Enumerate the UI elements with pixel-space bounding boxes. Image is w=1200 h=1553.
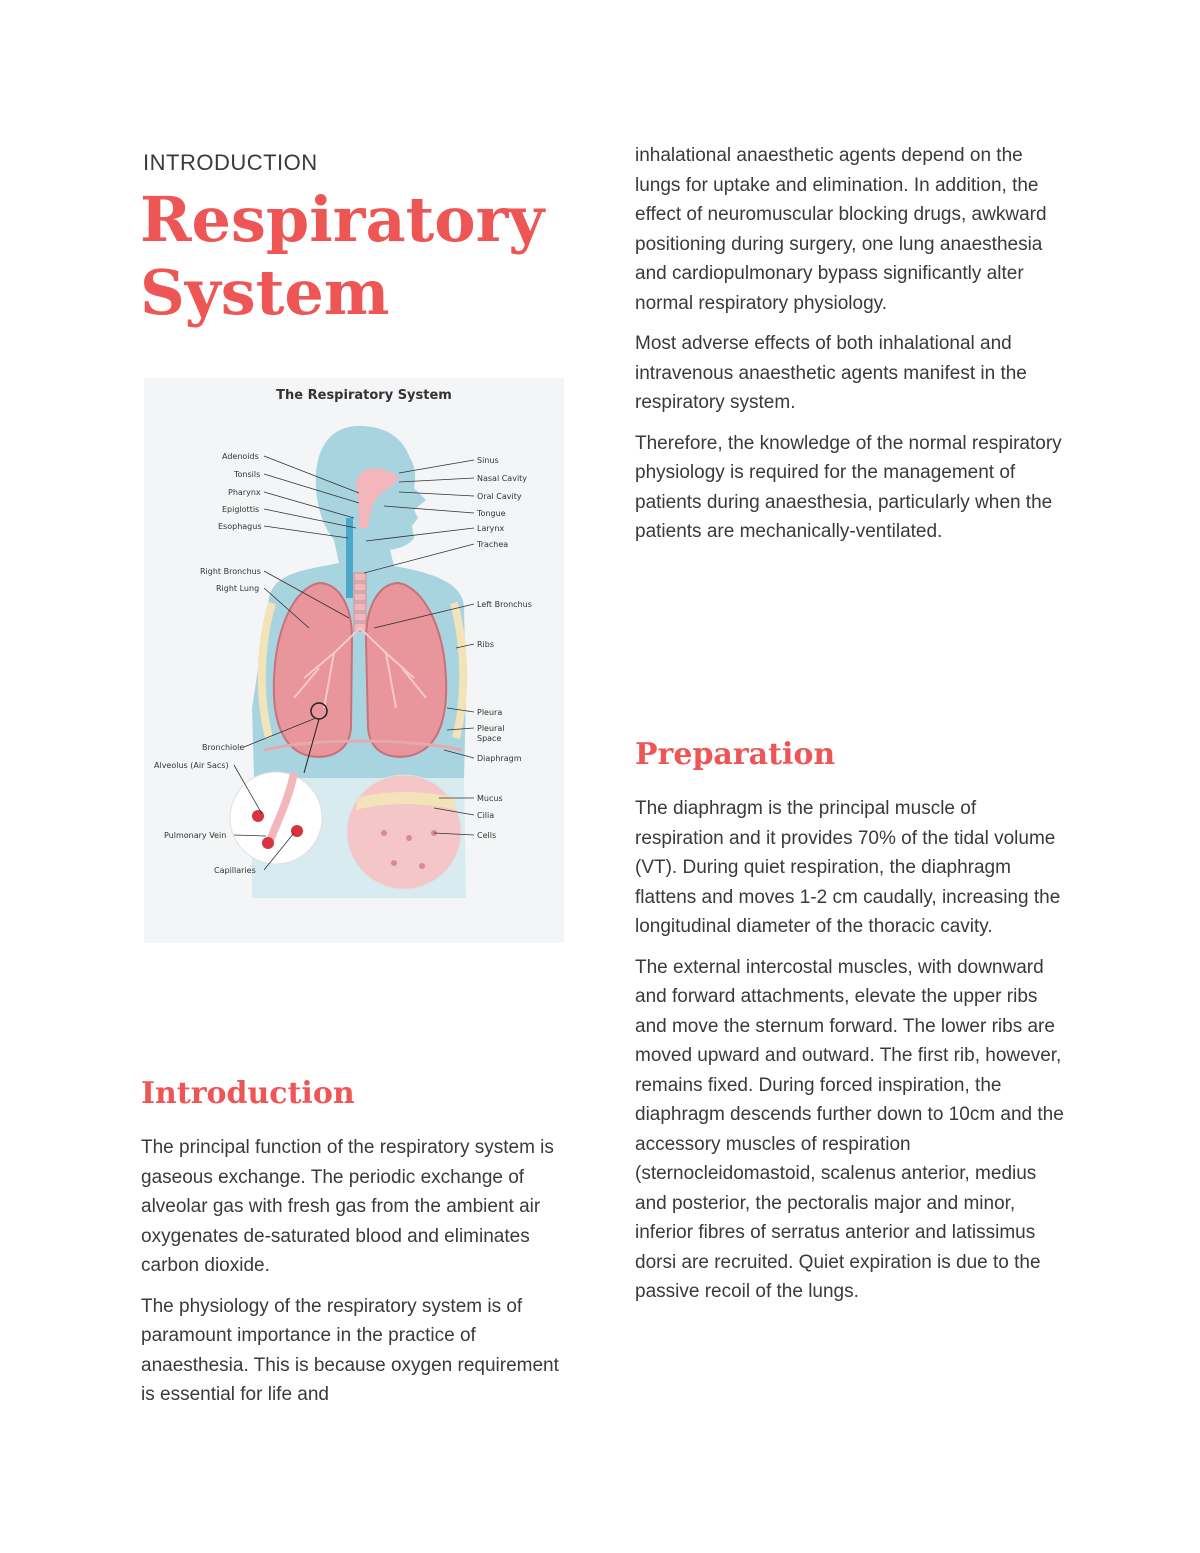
label-pleura: Pleura — [477, 708, 503, 717]
label-sinus: Sinus — [477, 456, 499, 465]
preparation-body — [635, 794, 1070, 1318]
intro-heading: Introduction — [141, 1076, 355, 1111]
label-space: Space — [477, 734, 502, 743]
label-pharynx: Pharynx — [228, 488, 261, 497]
label-alveolus: Alveolus (Air Sacs) — [154, 761, 229, 770]
esophagus — [346, 518, 353, 598]
section-kicker: INTRODUCTION — [143, 150, 318, 175]
page-title — [140, 183, 560, 329]
label-bronchiole: Bronchiole — [202, 743, 245, 752]
label-right-bronchus: Right Bronchus — [200, 567, 261, 576]
preparation-paragraph-1: The diaphragm is the principal muscle of respiration and it provides 70% of the tidal volume (VT). During quiet respiration, the diaphragm flattens and moves 1-2 cm caudally, increasing the longitudinal diameter of the thoracic cavity. — [635, 798, 1061, 937]
title-line-1: Respiratory — [140, 183, 545, 256]
respiratory-diagram — [144, 378, 564, 943]
intro-paragraph-2: The physiology of the respiratory system is of paramount importance in the practice of anaesthesia. This is because oxygen requirement is essential for life and — [141, 1295, 559, 1405]
preparation-paragraph-2: The external intercostal muscles, with downward and forward attachments, elevate the upper ribs and move the sternum forward. The lower ribs are moved upward and outward. The first rib, however, remains fixed. During forced inspiration, the diaphragm descends further down to 10cm and the accessory muscles of respiration (sternocleidomastoid, scalenus anterior, medius and posterior, the pectoralis major and minor, inferior fibres of serratus anterior and latissimus dorsi are recruited. Quiet expiration is due to the passive recoil of the lungs. — [635, 956, 1064, 1302]
intro-paragraph-1: The principal function of the respiratory system is gaseous exchange. The periodic exchange of alveolar gas with fresh gas from the ambient air oxygenates de-saturated blood and eliminates carbon dioxide. — [141, 1137, 554, 1276]
label-trachea: Trachea — [477, 540, 509, 549]
label-mucus: Mucus — [477, 794, 503, 803]
title-line-2: System — [140, 256, 390, 329]
figure-title: The Respiratory System — [276, 388, 452, 403]
label-larynx: Larynx — [477, 524, 505, 533]
label-capillaries: Capillaries — [214, 866, 256, 875]
continued-paragraph-2: Most adverse effects of both inhalational and intravenous anaesthetic agents manifest in the respiratory system. — [635, 333, 1027, 413]
label-left-bronchus: Left Bronchus — [477, 600, 532, 609]
continued-text — [635, 141, 1070, 558]
label-pulmonary-vein: Pulmonary Vein — [164, 831, 227, 840]
continued-paragraph-3: Therefore, the knowledge of the normal respiratory physiology is required for the management of patients during anaesthesia, particularly when the patients are mechanically-ventilated. — [635, 432, 1062, 542]
continued-paragraph-1: inhalational anaesthetic agents depend on the lungs for uptake and elimination. In addition, the effect of neuromuscular blocking drugs, awkward positioning during surgery, one lung anaesthesia and cardiopulmonary bypass significantly alter normal respiratory physiology. — [635, 145, 1047, 314]
label-cells: Cells — [477, 831, 497, 840]
intro-body — [141, 1133, 576, 1421]
preparation-heading: Preparation — [635, 737, 836, 772]
respiratory-system-figure — [144, 378, 564, 943]
label-esophagus: Esophagus — [218, 522, 262, 531]
label-adenoids: Adenoids — [222, 452, 259, 461]
label-epiglottis: Epiglottis — [222, 505, 260, 514]
label-tongue: Tongue — [477, 509, 506, 518]
label-nasal-cavity: Nasal Cavity — [477, 474, 528, 483]
label-cilia: Cilia — [477, 811, 495, 820]
label-tonsils: Tonsils — [234, 470, 261, 479]
label-pleural: Pleural — [477, 724, 505, 733]
label-oral-cavity: Oral Cavity — [477, 492, 522, 501]
label-diaphragm: Diaphragm — [477, 754, 522, 763]
label-ribs: Ribs — [477, 640, 495, 649]
label-right-lung: Right Lung — [216, 584, 260, 593]
